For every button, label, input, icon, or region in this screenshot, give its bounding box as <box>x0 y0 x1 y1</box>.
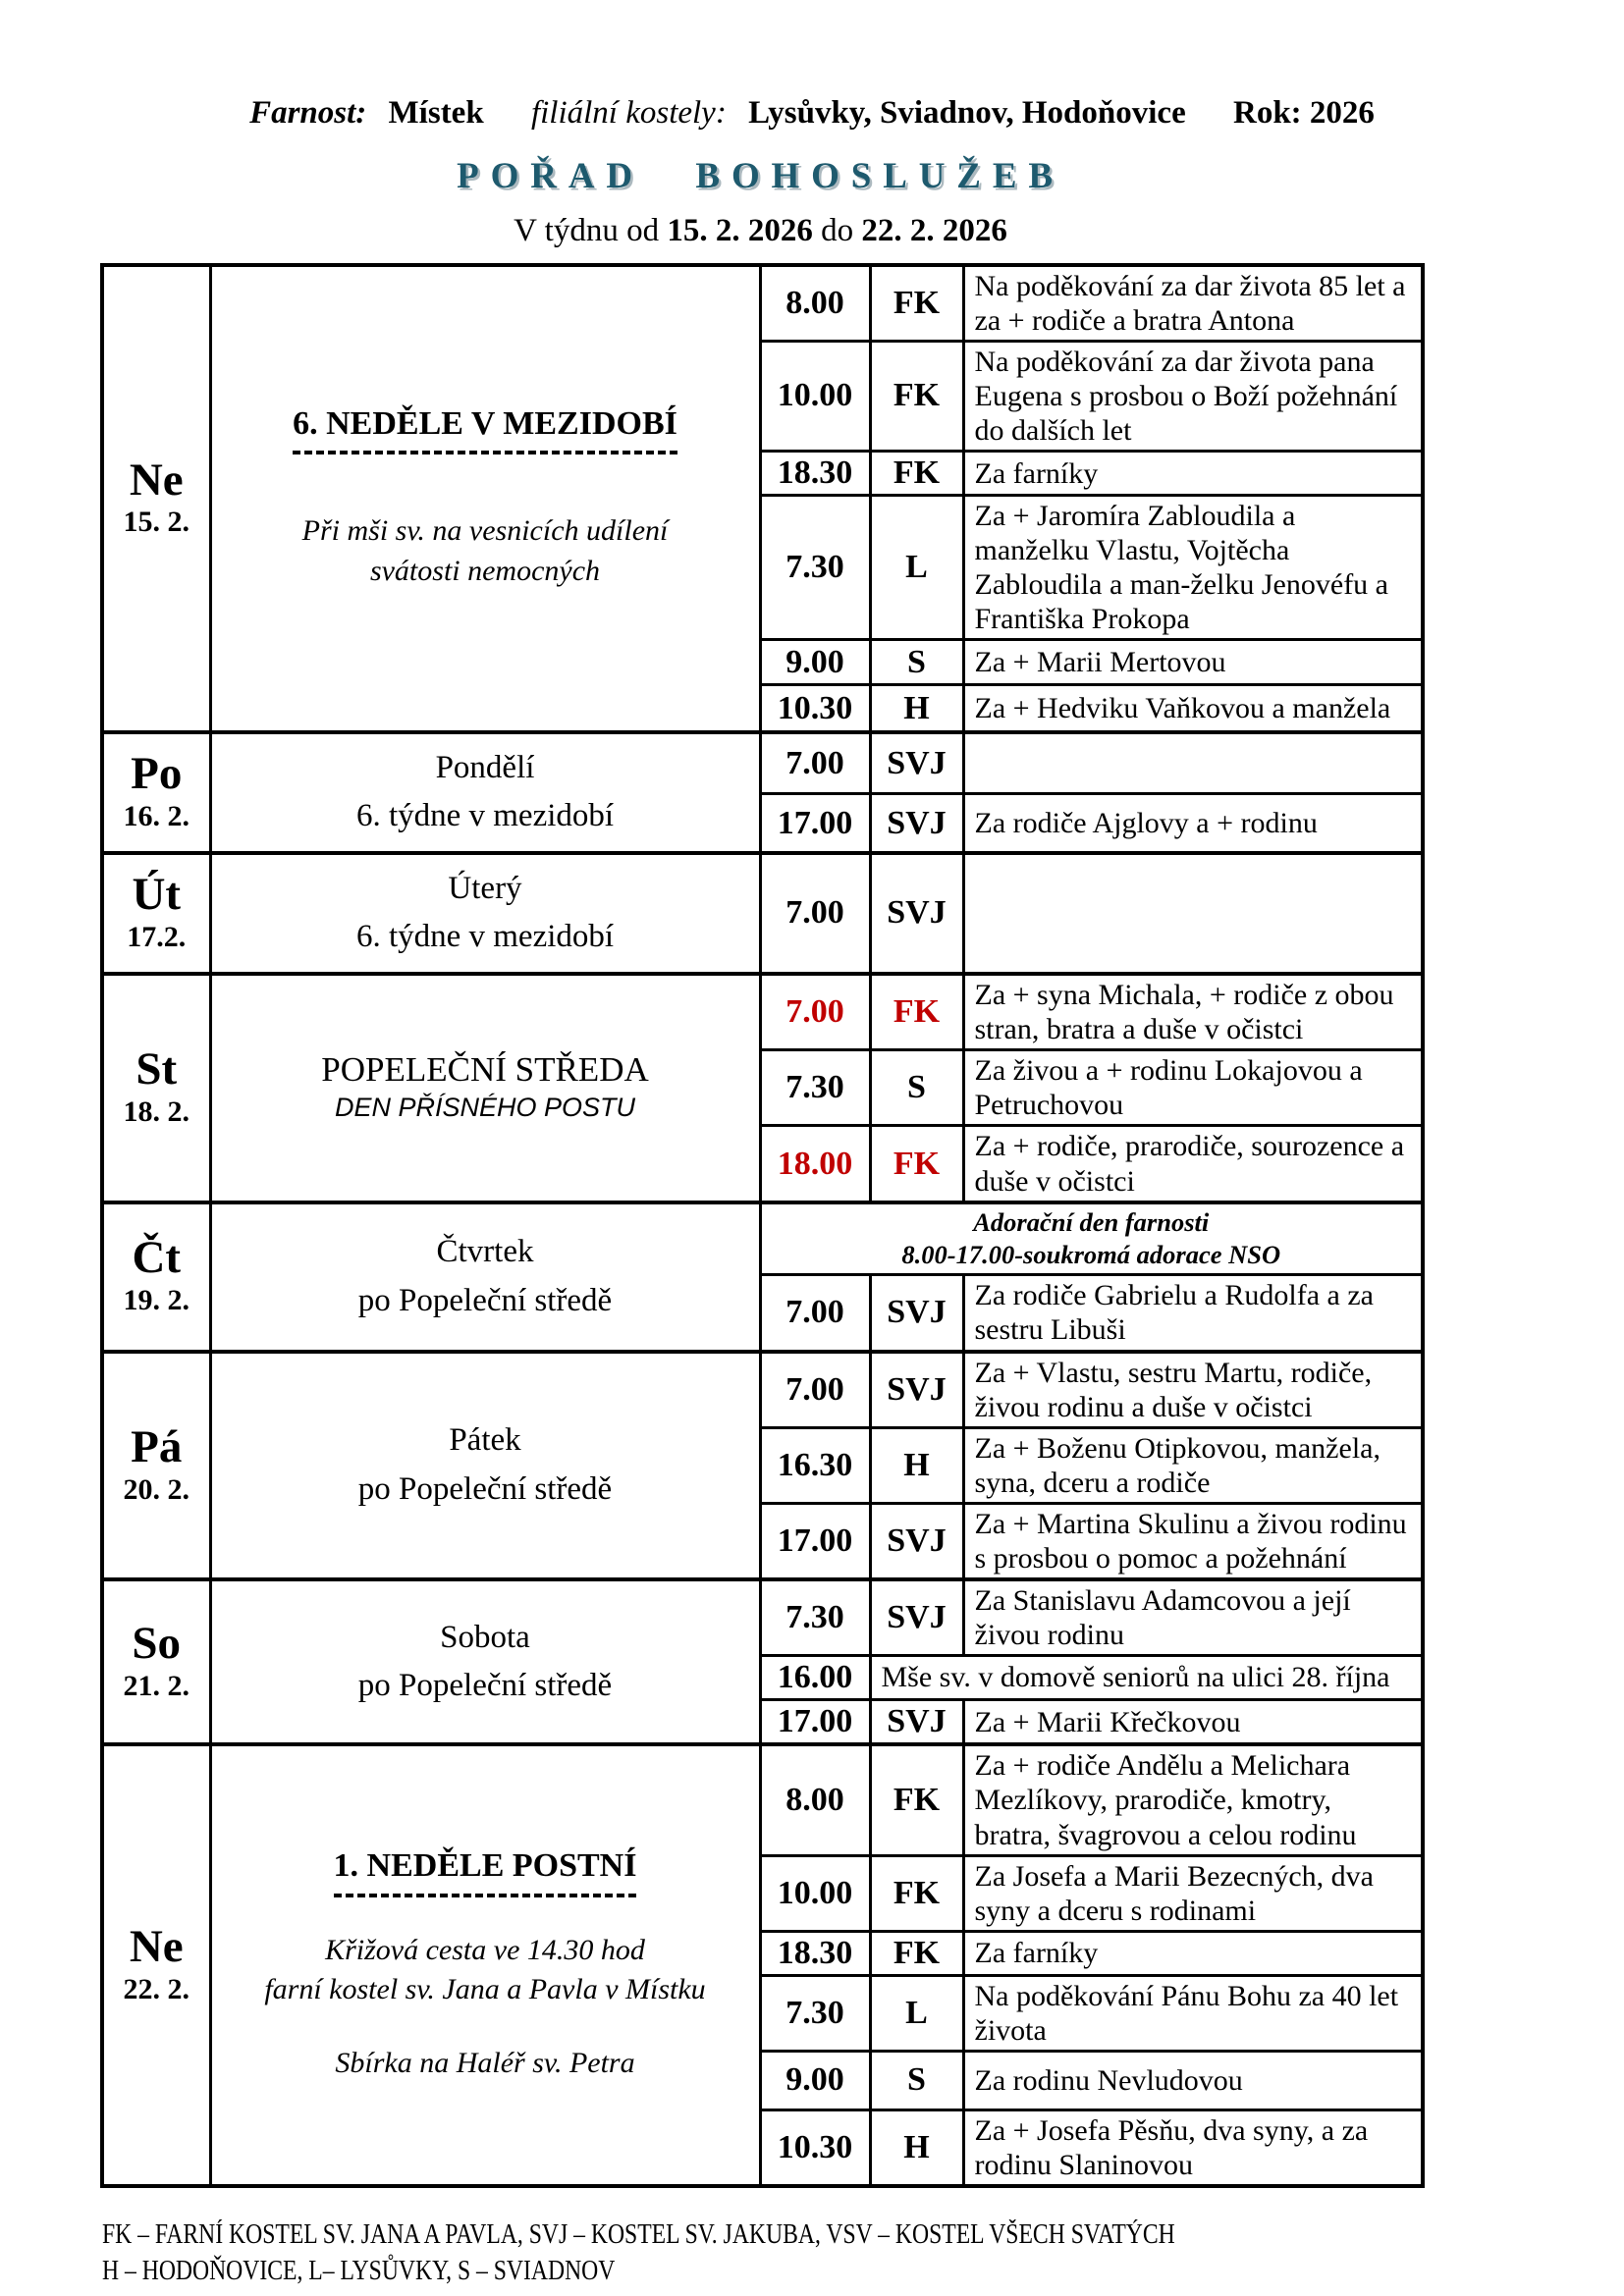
service-intention: Za + Marii Mertovou <box>963 640 1423 685</box>
service-place: SVJ <box>870 1352 963 1428</box>
church-codes-legend <box>102 2217 1217 2290</box>
year-label: Rok: 2026 <box>1232 95 1375 131</box>
service-place: FK <box>870 452 963 496</box>
day-description <box>210 1202 760 1352</box>
service-place: SVJ <box>870 794 963 853</box>
service-time: 10.30 <box>760 685 870 732</box>
day-season: po Popeleční středě <box>357 1282 613 1318</box>
service-intention: Na poděkování za dar života 85 let a za + rodiče a bratra Antona <box>963 265 1423 342</box>
service-note-senior-home: Mše sv. v domově seniorů na ulici 28. října <box>870 1656 1423 1700</box>
service-time: 7.30 <box>760 1050 870 1126</box>
service-time: 16.30 <box>760 1427 870 1503</box>
service-intention: Za + Josefa Pěsňu, dva syny, a za rodinu Slaninovou <box>963 2109 1423 2186</box>
service-row <box>102 1202 1423 1275</box>
week-end-date: 22. 2. 2026 <box>861 212 1007 248</box>
service-row <box>102 1352 1423 1428</box>
service-place: S <box>870 1050 963 1126</box>
service-place: S <box>870 640 963 685</box>
service-time: 7.00 <box>760 853 870 974</box>
service-intention: Za + Martina Skulinu a živou rodinu s prosbou o pomoc a požehnání <box>963 1503 1423 1579</box>
service-intention: Za + rodiče Andělu a Melichara Mezlíkovy, prarodiče, kmotry, bratra, švagrovou a celou rodinu <box>963 1744 1423 1855</box>
service-intention <box>963 853 1423 974</box>
feast-note: DEN PŘÍSNÉHO POSTU <box>334 1093 636 1123</box>
day-abbr: St <box>135 1043 178 1095</box>
week-range-prefix: V týdnu od <box>514 212 660 248</box>
service-time: 7.30 <box>760 496 870 640</box>
day-abbr: Pá <box>131 1420 183 1472</box>
service-intention: Za + Hedviku Vaňkovou a manžela <box>963 685 1423 732</box>
service-time: 10.30 <box>760 2109 870 2186</box>
day-cell-thursday <box>102 1202 210 1352</box>
day-date: 20. 2. <box>123 1472 189 1506</box>
service-intention: Za + Boženu Otipkovou, manžela, syna, dceru a rodiče <box>963 1427 1423 1503</box>
service-place: SVJ <box>870 1700 963 1745</box>
service-place: FK <box>870 1744 963 1855</box>
filial-churches-names: Lysůvky, Sviadnov, Hodoňovice <box>748 95 1186 131</box>
day-note: farní kostel sv. Jana a Pavla v Místku <box>264 1973 706 2006</box>
service-place: FK <box>870 1126 963 1202</box>
service-place: SVJ <box>870 732 963 794</box>
day-description <box>210 853 760 974</box>
day-description <box>210 974 760 1202</box>
day-note: Při mši sv. na vesnicích udílení <box>301 514 669 548</box>
service-intention: Za rodiče Gabrielu a Rudolfa a za sestru Libuši <box>963 1275 1423 1352</box>
day-cell-wednesday <box>102 974 210 1202</box>
day-cell-tuesday <box>102 853 210 974</box>
service-place: L <box>870 496 963 640</box>
day-abbr: Ne <box>129 1921 184 1973</box>
day-cell-monday <box>102 732 210 853</box>
service-intention: Za farníky <box>963 1931 1423 1975</box>
service-intention: Za + Jaromíra Zabloudila a manželku Vlastu, Vojtěcha Zabloudila a man-želku Jenovéfu a Františka Prokopa <box>963 496 1423 640</box>
service-time: 10.00 <box>760 341 870 451</box>
page-title: POŘAD BOHOSLUŽEB <box>457 155 1064 196</box>
spacer <box>226 454 745 511</box>
service-place: SVJ <box>870 1579 963 1656</box>
day-name: Úterý <box>448 870 522 906</box>
feast-heading: 1. NEDĚLE POSTNÍ <box>334 1847 637 1896</box>
service-time: 17.00 <box>760 794 870 853</box>
service-time: 7.00 <box>760 1352 870 1428</box>
day-date: 18. 2. <box>123 1095 189 1129</box>
day-abbr: Ne <box>129 454 184 506</box>
day-name: Sobota <box>440 1619 530 1655</box>
service-time: 17.00 <box>760 1700 870 1745</box>
adoration-line: 8.00-17.00-soukromá adorace NSO <box>901 1239 1281 1269</box>
day-date: 22. 2. <box>123 1973 189 2006</box>
service-time: 8.00 <box>760 1744 870 1855</box>
day-date: 15. 2. <box>123 506 189 539</box>
day-date: 16. 2. <box>123 800 189 833</box>
service-place: FK <box>870 1931 963 1975</box>
day-name: Pondělí <box>435 749 535 785</box>
service-time: 10.00 <box>760 1855 870 1931</box>
day-description <box>210 265 760 732</box>
service-intention: Za rodiče Ajglovy a + rodinu <box>963 794 1423 853</box>
week-range-subtitle <box>100 213 1421 249</box>
service-time: 18.00 <box>760 1126 870 1202</box>
day-season: 6. týdne v mezidobí <box>355 798 615 834</box>
service-place: FK <box>870 974 963 1050</box>
service-place: FK <box>870 265 963 342</box>
day-abbr: Čt <box>132 1232 182 1284</box>
service-time: 7.00 <box>760 732 870 794</box>
adoration-day-note <box>760 1202 1423 1275</box>
service-row <box>102 1744 1423 1855</box>
service-intention: Za + rodiče, prarodiče, sourozence a duše v očistci <box>963 1126 1423 1202</box>
service-row <box>102 1579 1423 1656</box>
service-intention: Za + Marii Křečkovou <box>963 1700 1423 1745</box>
service-row <box>102 853 1423 974</box>
service-row <box>102 732 1423 794</box>
service-intention: Za Stanislavu Adamcovou a její živou rodinu <box>963 1579 1423 1656</box>
day-abbr: Po <box>131 748 183 800</box>
day-date: 19. 2. <box>123 1284 189 1317</box>
week-range-mid: do <box>821 212 854 248</box>
service-intention: Za Josefa a Marii Bezecných, dva syny a dceru s rodinami <box>963 1855 1423 1931</box>
service-time: 7.30 <box>760 1975 870 2051</box>
service-intention: Za rodinu Nevludovou <box>963 2051 1423 2109</box>
collection-note: Sbírka na Haléř sv. Petra <box>335 2046 635 2079</box>
service-time: 18.30 <box>760 452 870 496</box>
service-place: H <box>870 1427 963 1503</box>
service-place: L <box>870 1975 963 2051</box>
service-intention: Za farníky <box>963 452 1423 496</box>
service-intention: Na poděkování Pánu Bohu za 40 let života <box>963 1975 1423 2051</box>
service-place: S <box>870 2051 963 2109</box>
day-season: po Popeleční středě <box>357 1668 613 1704</box>
day-season: 6. týdne v mezidobí <box>355 919 615 955</box>
service-time: 9.00 <box>760 2051 870 2109</box>
service-place: SVJ <box>870 853 963 974</box>
service-place: FK <box>870 1855 963 1931</box>
day-name: Čtvrtek <box>436 1234 534 1270</box>
day-abbr: Út <box>132 869 182 921</box>
service-place: FK <box>870 341 963 451</box>
week-start-date: 15. 2. 2026 <box>667 212 813 248</box>
spacer <box>226 2010 745 2044</box>
feast-heading: 6. NEDĚLE V MEZIDOBÍ <box>293 405 677 454</box>
day-date: 21. 2. <box>123 1669 189 1702</box>
service-row <box>102 974 1423 1050</box>
service-time: 7.00 <box>760 974 870 1050</box>
service-place: H <box>870 2109 963 2186</box>
day-cell-saturday <box>102 1579 210 1744</box>
day-cell-sunday-1 <box>102 265 210 732</box>
service-time: 9.00 <box>760 640 870 685</box>
day-abbr: So <box>132 1618 182 1669</box>
service-place: SVJ <box>870 1503 963 1579</box>
service-place: SVJ <box>870 1275 963 1352</box>
day-description <box>210 1352 760 1580</box>
day-date: 17.2. <box>127 921 187 954</box>
day-description <box>210 732 760 853</box>
day-description <box>210 1579 760 1744</box>
filial-churches-label: filiální kostely: <box>530 95 727 131</box>
day-cell-friday <box>102 1352 210 1580</box>
spacer <box>226 1897 745 1931</box>
service-time: 18.30 <box>760 1931 870 1975</box>
day-note: Křižová cesta ve 14.30 hod <box>325 1933 645 1966</box>
day-name: Pátek <box>449 1422 521 1459</box>
day-season: po Popeleční středě <box>357 1470 613 1507</box>
schedule-table <box>100 263 1425 2189</box>
parish-name: Místek <box>388 95 484 131</box>
document-header <box>0 94 1624 133</box>
legend-line: H – HODOŇOVICE, L– LYSŮVKY, S – SVIADNOV <box>102 2256 616 2287</box>
feast-name: POPELEČNÍ STŘEDA <box>321 1049 649 1089</box>
parish-label: Farnost: <box>249 95 367 131</box>
service-intention: Za + syna Michala, + rodiče z obou stran, bratra a duše v očistci <box>963 974 1423 1050</box>
adoration-line: Adorační den farnosti <box>973 1206 1210 1237</box>
service-time: 16.00 <box>760 1656 870 1700</box>
day-description <box>210 1744 760 2186</box>
day-cell-sunday-2 <box>102 1744 210 2186</box>
service-time: 8.00 <box>760 265 870 342</box>
service-row <box>102 265 1423 342</box>
service-time: 17.00 <box>760 1503 870 1579</box>
service-intention: Za + Vlastu, sestru Martu, rodiče, živou rodinu a duše v očistci <box>963 1352 1423 1428</box>
legend-line: FK – FARNÍ KOSTEL SV. JANA A PAVLA, SVJ – KOSTEL SV. JAKUBA, VSV – KOSTEL VŠECH SVATÝCH <box>102 2219 1175 2251</box>
service-time: 7.30 <box>760 1579 870 1656</box>
service-time: 7.00 <box>760 1275 870 1352</box>
service-intention: Na poděkování za dar života pana Eugena s prosbou o Boží požehnání do dalších let <box>963 341 1423 451</box>
document-content <box>100 155 1421 2291</box>
service-intention: Za živou a + rodinu Lokajovou a Petruchovou <box>963 1050 1423 1126</box>
service-place: H <box>870 685 963 732</box>
service-intention <box>963 732 1423 794</box>
day-note: svátosti nemocných <box>369 554 601 587</box>
